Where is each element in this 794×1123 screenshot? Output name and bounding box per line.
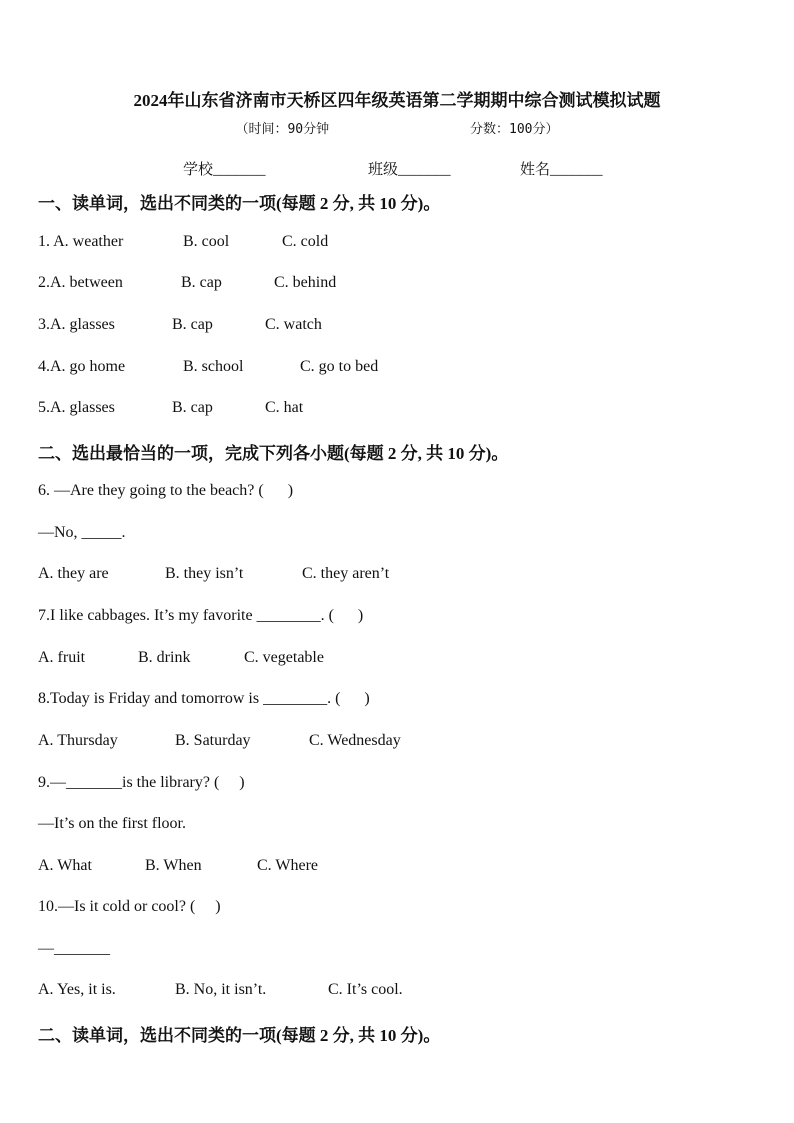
option-b: B. drink — [138, 649, 191, 666]
section-1-heading: 一、读单词，选出不同类的一项(每题 2 分, 共 10 分)。 — [38, 194, 441, 213]
option-b: B. cap — [172, 316, 213, 333]
question-stem: 7.I like cabbages. It’s my favorite ________. ( ) — [38, 607, 364, 624]
option-a: A. they are — [38, 565, 109, 582]
question-stem: 6. —Are they going to the beach? ( ) — [38, 482, 294, 499]
option-c: C. It’s cool. — [328, 981, 403, 998]
option-a: 5.A. glasses — [38, 399, 115, 416]
option-b: B. Saturday — [175, 732, 251, 749]
option-b: B. cap — [181, 274, 222, 291]
name-field: 姓名_______ — [520, 162, 603, 178]
option-c: C. cold — [282, 233, 329, 250]
option-c: C. they aren’t — [302, 565, 390, 582]
option-a: A. fruit — [38, 649, 86, 666]
option-a: 2.A. between — [38, 274, 123, 291]
question-reply: —_______ — [38, 940, 110, 957]
question-stem: 9.—_______is the library? ( ) — [38, 774, 245, 791]
option-b: B. When — [145, 857, 202, 874]
section-3-heading: 二、读单词，选出不同类的一项(每题 2 分, 共 10 分)。 — [38, 1026, 441, 1045]
question-stem: 10.—Is it cold or cool? ( ) — [38, 898, 221, 915]
class-field: 班级_______ — [368, 162, 451, 178]
option-b: B. cap — [172, 399, 213, 416]
question-reply: —It’s on the first floor. — [38, 815, 186, 832]
option-a: A. Thursday — [38, 732, 118, 749]
option-a: A. What — [38, 857, 92, 874]
option-a: 1. A. weather — [38, 233, 124, 250]
option-c: C. Where — [257, 857, 319, 874]
page-title: 2024年山东省济南市天桥区四年级英语第二学期期中综合测试模拟试题 — [133, 91, 661, 110]
option-c: C. vegetable — [244, 649, 324, 666]
option-b: B. they isn’t — [165, 565, 244, 582]
exam-time-score: （时间：90分钟 分数：100分） — [235, 122, 559, 137]
option-b: B. school — [183, 358, 244, 375]
option-c: C. behind — [274, 274, 337, 291]
option-c: C. go to bed — [300, 358, 379, 375]
option-b: B. cool — [183, 233, 230, 250]
question-stem: 8.Today is Friday and tomorrow is ________. ( ) — [38, 690, 370, 707]
option-a: 3.A. glasses — [38, 316, 115, 333]
option-c: C. Wednesday — [309, 732, 401, 749]
question-reply: —No, _____. — [38, 524, 126, 541]
section-2-heading: 二、选出最恰当的一项，完成下列各小题(每题 2 分, 共 10 分)。 — [38, 444, 509, 463]
school-field: 学校_______ — [183, 162, 266, 178]
option-c: C. hat — [265, 399, 304, 416]
option-a: 4.A. go home — [38, 358, 126, 375]
option-b: B. No, it isn’t. — [175, 981, 267, 998]
option-c: C. watch — [265, 316, 322, 333]
option-a: A. Yes, it is. — [38, 981, 116, 998]
